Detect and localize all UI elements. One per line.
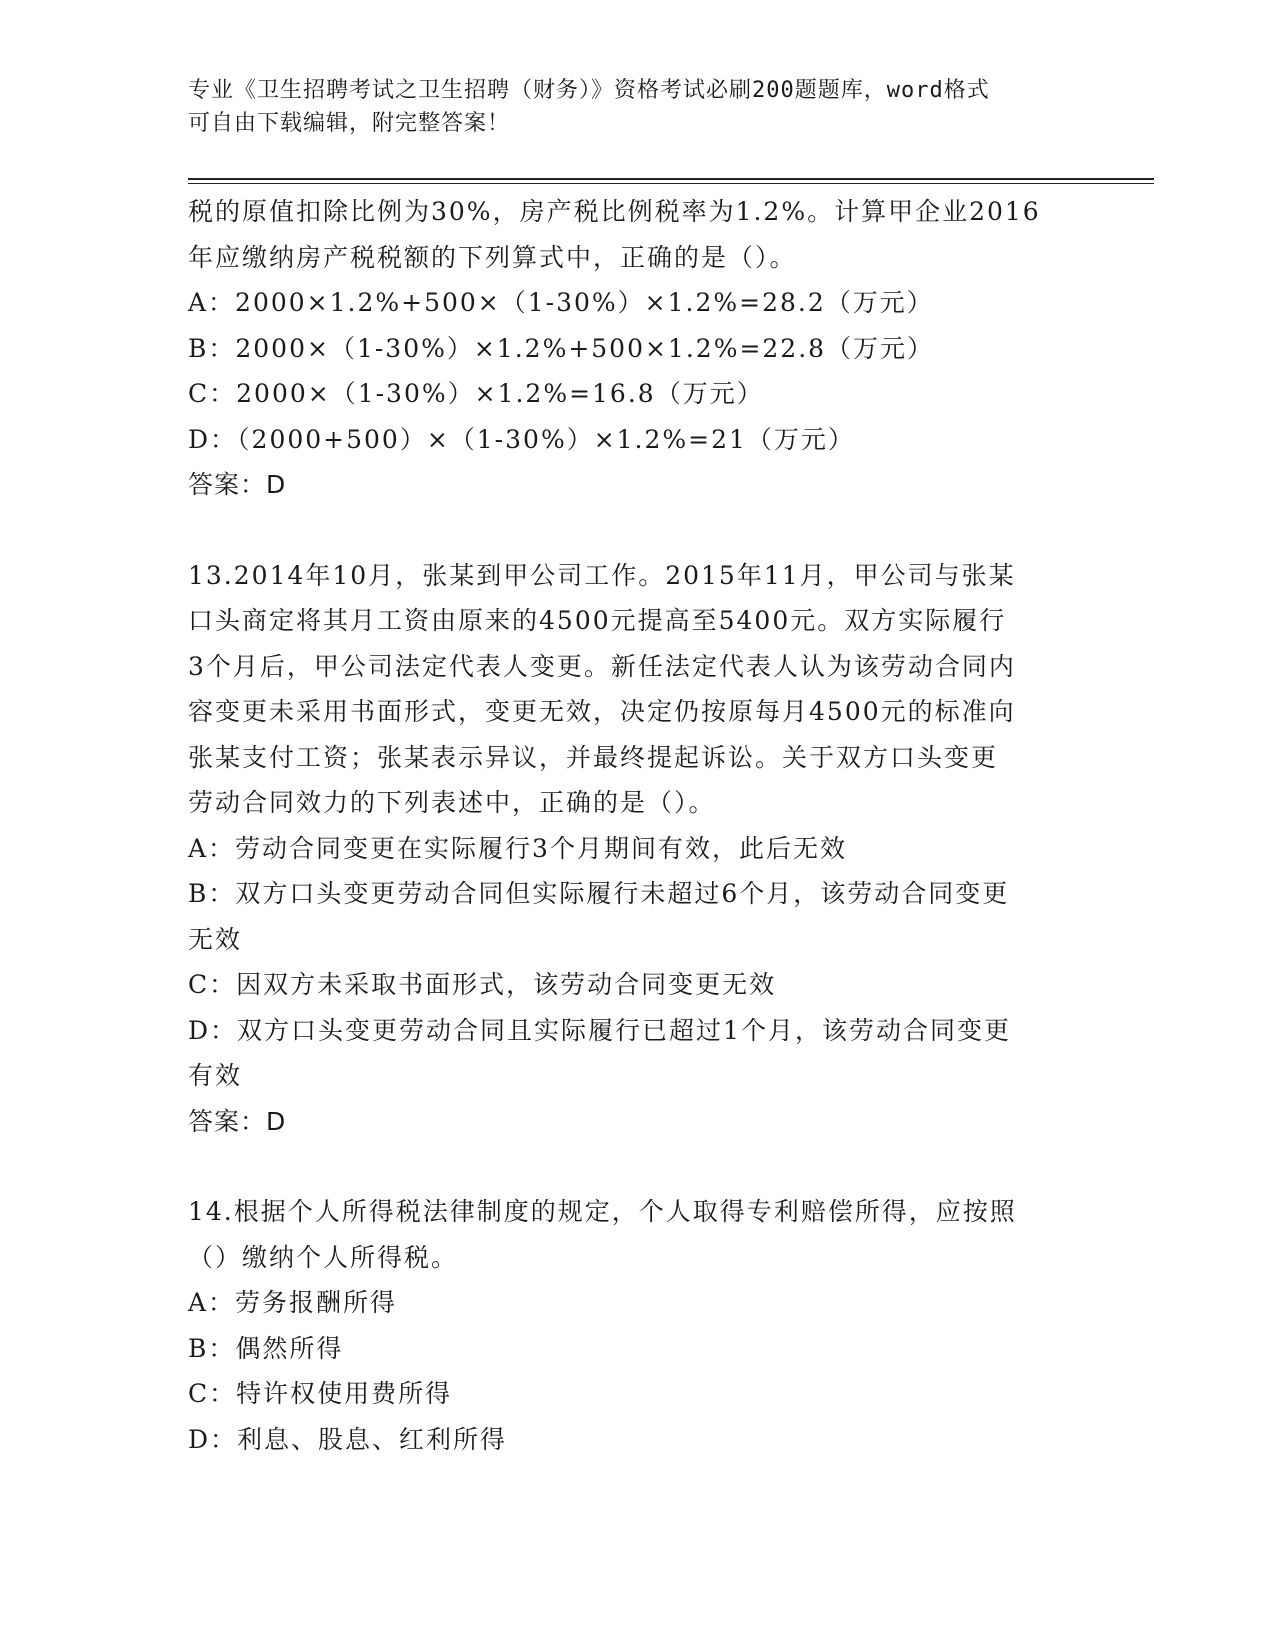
option-b-continued: 无效	[188, 924, 243, 954]
answer-line: 答案：D	[188, 470, 287, 499]
option-b: B：双方口头变更劳动合同但实际履行未超过6个月，该劳动合同变更	[188, 879, 1010, 908]
question-stem-line: 税的原值扣除比例为30%，房产税比例税率为1.2%。计算甲企业2016	[188, 197, 1041, 226]
question-stem-line: 14.根据个人所得税法律制度的规定，个人取得专利赔偿所得，应按照	[188, 1197, 1017, 1226]
option-c: C：2000×（1-30%）×1.2%=16.8（万元）	[188, 379, 764, 408]
option-c: C：特许权使用费所得	[188, 1379, 453, 1408]
option-d: D：利息、股息、红利所得	[188, 1424, 508, 1454]
question-content	[188, 189, 1088, 1462]
option-b: B：2000×（1-30%）×1.2%+500×1.2%=22.8（万元）	[188, 333, 935, 363]
option-a: A：劳动合同变更在实际履行3个月期间有效，此后无效	[188, 833, 847, 863]
question-stem-line: 3个月后，甲公司法定代表人变更。新任法定代表人认为该劳动合同内	[188, 651, 1016, 681]
header-title-line-1: 专业《卫生招聘考试之卫生招聘（财务）》资格考试必刷200题题库，word格式	[188, 78, 990, 103]
option-a: A：劳务报酬所得	[188, 1288, 398, 1317]
option-d: D：（2000+500）×（1-30%）×1.2%=21（万元）	[188, 424, 855, 454]
option-d: D：双方口头变更劳动合同且实际履行已超过1个月，该劳动合同变更	[188, 1015, 1011, 1045]
question-12	[188, 189, 1088, 508]
question-spacer	[188, 508, 1088, 553]
document-header	[188, 74, 1088, 140]
option-a: A：2000×1.2%+500×（1-30%）×1.2%=28.2（万元）	[188, 288, 934, 317]
question-stem-line: 13.2014年10月，张某到甲公司工作。2015年11月，甲公司与张某	[188, 560, 1016, 590]
question-stem-line: 容变更未采用书面形式，变更无效，决定仍按原每月4500元的标准向	[188, 697, 1016, 726]
question-stem-line: 口头商定将其月工资由原来的4500元提高至5400元。双方实际履行	[188, 606, 1007, 635]
question-13	[188, 553, 1088, 1145]
header-divider-thick	[188, 178, 1154, 180]
question-stem-line: 张某支付工资；张某表示异议，并最终提起诉讼。关于双方口头变更	[188, 742, 999, 772]
question-14	[188, 1189, 1088, 1462]
question-stem-line: 劳动合同效力的下列表述中，正确的是（）。	[188, 788, 716, 817]
option-d-continued: 有效	[188, 1061, 243, 1090]
answer-line: 答案：D	[188, 1106, 287, 1136]
header-divider-thin	[188, 183, 1154, 184]
question-spacer	[188, 1144, 1088, 1189]
option-b: B：偶然所得	[188, 1333, 344, 1363]
question-stem-line: 年应缴纳房产税税额的下列算式中，正确的是（）。	[188, 242, 797, 272]
question-stem-line: （）缴纳个人所得税。	[188, 1242, 459, 1272]
option-c: C：因双方未采取书面形式，该劳动合同变更无效	[188, 970, 777, 999]
header-title-line-2: 可自由下载编辑，附完整答案！	[188, 111, 511, 136]
